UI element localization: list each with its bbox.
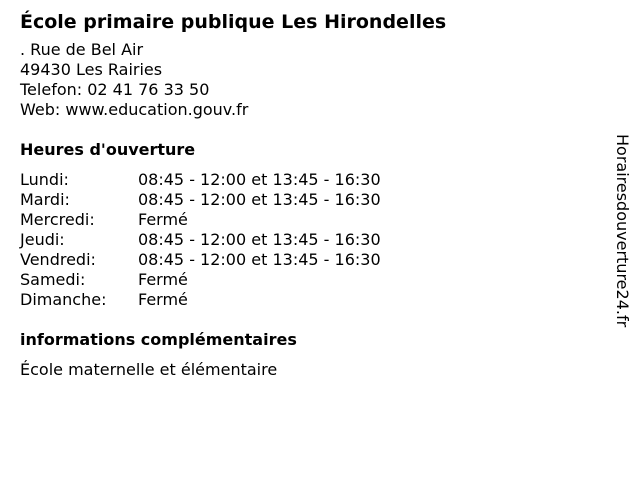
hours-time: Fermé [138,210,188,229]
hours-time: Fermé [138,290,188,309]
hours-day: Lundi: [20,170,69,189]
website-link[interactable]: Web: www.education.gouv.fr [20,100,249,119]
hours-row [20,190,600,210]
hours-row [20,170,600,190]
hours-day: Samedi: [20,270,86,289]
hours-time: 08:45 - 12:00 et 13:45 - 16:30 [138,230,381,249]
address-block [20,40,600,120]
hours-time: 08:45 - 12:00 et 13:45 - 16:30 [138,170,381,189]
address-street: . Rue de Bel Air [20,40,144,59]
hours-time: Fermé [138,270,188,289]
hours-day: Jeudi: [20,230,65,249]
hours-row [20,230,600,250]
info-text: École maternelle et élémentaire [20,360,278,379]
hours-time: 08:45 - 12:00 et 13:45 - 16:30 [138,250,381,269]
page-title: École primaire publique Les Hirondelles [20,11,447,33]
hours-row [20,210,600,230]
address-city: 49430 Les Rairies [20,60,163,79]
hours-day: Mercredi: [20,210,95,229]
hours-row [20,270,600,290]
main-content [20,8,600,380]
info-heading: informations complémentaires [20,330,297,349]
phone-number: Telefon: 02 41 76 33 50 [20,80,210,99]
hours-day: Vendredi: [20,250,96,269]
hours-day: Dimanche: [20,290,107,309]
site-watermark: Horairesdouverture24.fr [613,134,632,328]
hours-heading: Heures d'ouverture [20,140,196,159]
hours-table [20,170,600,310]
hours-day: Mardi: [20,190,70,209]
hours-time: 08:45 - 12:00 et 13:45 - 16:30 [138,190,381,209]
hours-row [20,290,600,310]
hours-row [20,250,600,270]
